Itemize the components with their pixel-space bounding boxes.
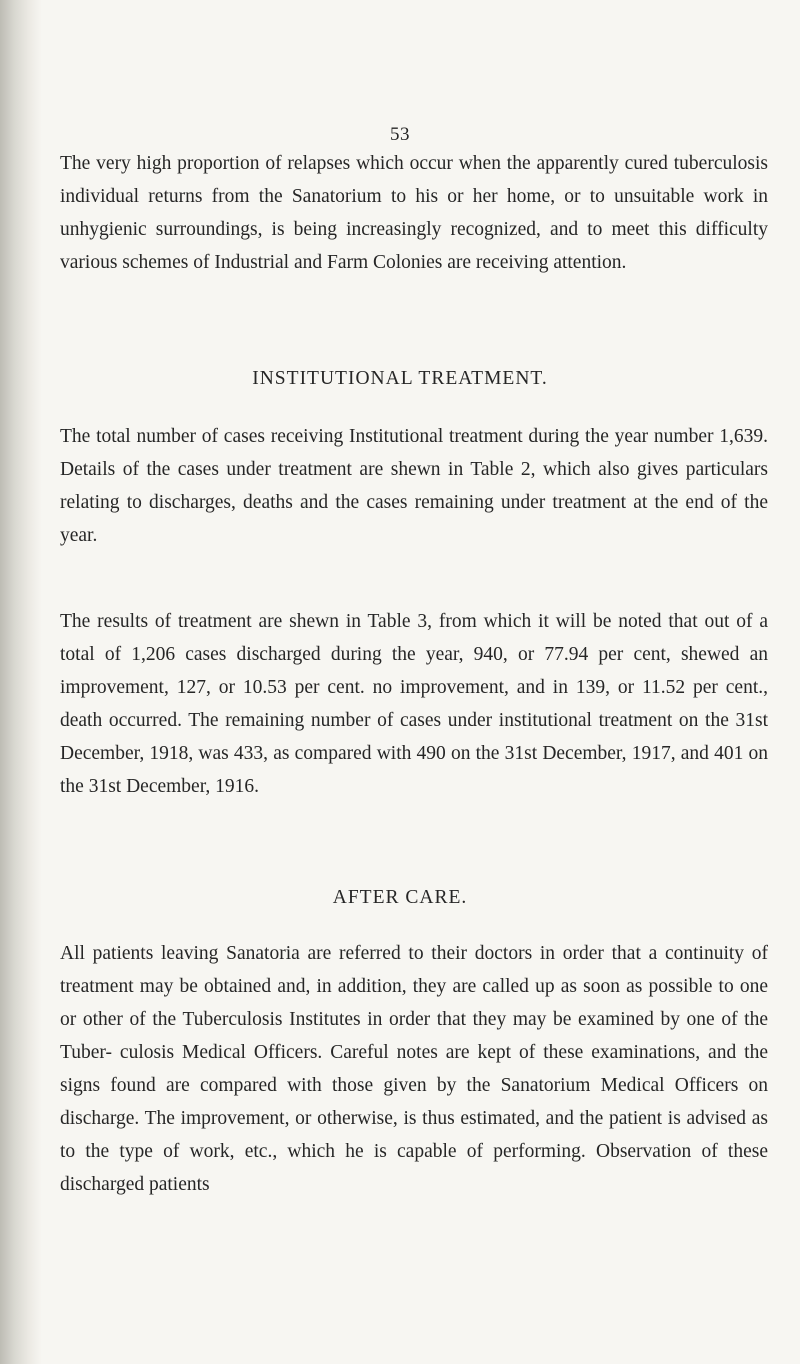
page-edge-shadow [0,0,42,1364]
page-number: 53 [390,124,410,145]
after-care-heading: AFTER CARE. [332,887,468,908]
institutional-paragraph-2: The results of treatment are shewn in Table 3, from which it will be noted that out of a total of 1,206 cases discharged during the year, 940, or 77.94 per cent, shewed an improvement, 127, or 10.53 per cent. no improvement, and in 139, or 11.52 per cent., death occurred. The remaining number of cases under institutional treatment on the 31st December, 1918, was 433, as compared with 490 on the 31st December, 1917, and 401 on the 31st December, 1916. [60,611,768,797]
institutional-paragraph-1: The total number of cases receiving Institutional treatment during the year number 1,639. Details of the cases under treatment are shewn in Table 2, which also gives particulars relating to discharges, deaths and the cases remaining under treatment at the end of the year. [60,426,768,546]
intro-paragraph: The very high proportion of relapses which occur when the apparently cured tuberculosis individual returns from the Sanatorium to his or her home, or to unsuitable work in unhygienic surroundings, is being increasingly recognized, and to meet this difficulty various schemes of Industrial and Farm Colonies are receiving attention. [60,153,768,273]
after-care-paragraph: All patients leaving Sanatoria are referred to their doctors in order that a continuity of treatment may be obtained and, in addition, they are called up as soon as possible to one or other of the Tuberculosis Institutes in order that they may be examined by one of the Tuber- culosis Medical Officers. Careful notes are kept of these examinations, and the signs found are compared with those given by the Sanatorium Medical Officers on discharge. The improvement, or otherwise, is thus estimated, and the patient is advised as to the type of work, etc., which he is capable of performing. Observation of these discharged patients [60,943,768,1195]
institutional-treatment-heading: INSTITUTIONAL TREATMENT. [252,368,548,389]
